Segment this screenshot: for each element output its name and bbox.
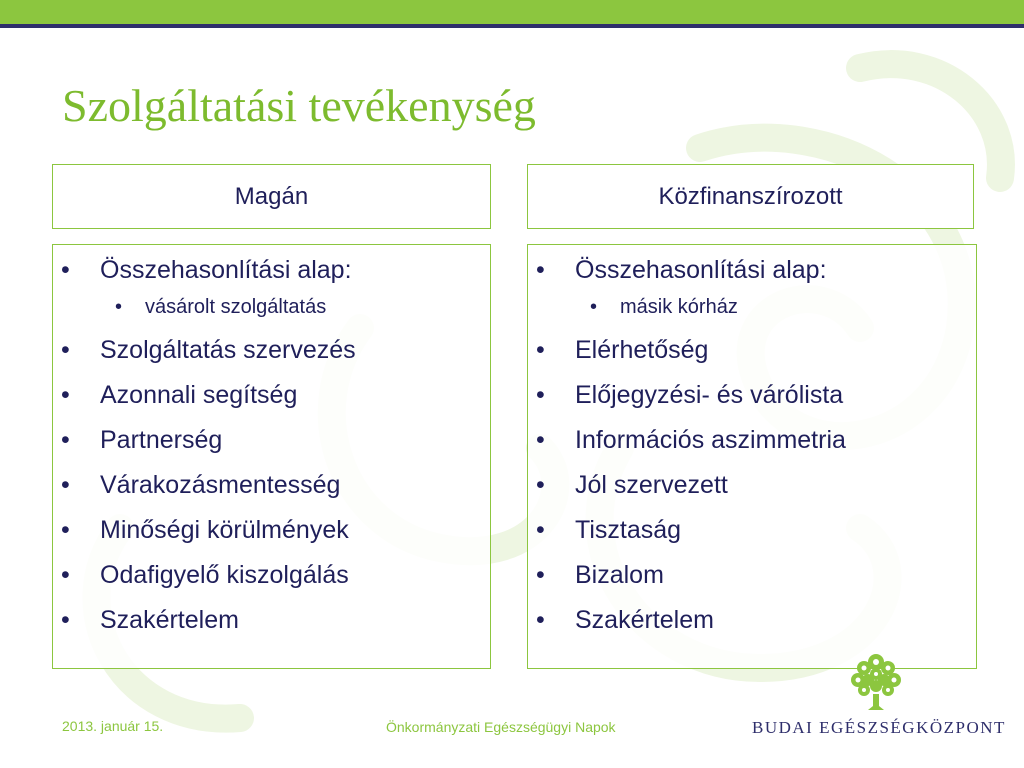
list-item-text: Bizalom xyxy=(575,561,664,589)
list-item xyxy=(528,515,976,560)
list-item-text: Szakértelem xyxy=(575,606,714,634)
slide-title: Szolgáltatási tevékenység xyxy=(62,80,536,131)
list-item xyxy=(528,335,976,380)
tree-logo-icon xyxy=(846,650,906,712)
list-item xyxy=(528,425,976,470)
bullet-icon: • xyxy=(61,516,70,544)
list-item xyxy=(528,560,976,605)
list-item xyxy=(53,425,490,470)
bullet-icon: • xyxy=(536,426,545,454)
bullet-icon: • xyxy=(536,381,545,409)
bullet-icon: • xyxy=(536,336,545,364)
bullet-list-public xyxy=(528,255,976,650)
footer-date: 2013. január 15. xyxy=(62,718,164,734)
bullet-icon: • xyxy=(61,471,70,499)
list-subitem xyxy=(528,290,976,335)
list-item-text: Partnerség xyxy=(100,426,223,454)
list-item xyxy=(528,605,976,650)
list-item-text: Összehasonlítási alap: xyxy=(100,256,352,284)
list-item-text: Jól szervezett xyxy=(575,471,728,499)
bullet-icon: • xyxy=(536,561,545,589)
bullet-icon: • xyxy=(536,606,545,634)
footer-event-name: Önkormányzati Egészségügyi Napok xyxy=(386,719,616,735)
list-item-text: Elérhetőség xyxy=(575,336,709,364)
list-item xyxy=(53,335,490,380)
bullet-icon: • xyxy=(590,296,598,318)
bullet-icon: • xyxy=(536,516,545,544)
list-item xyxy=(528,380,976,425)
top-divider-line xyxy=(0,24,1024,28)
bullet-list-private xyxy=(53,255,490,650)
list-item xyxy=(53,470,490,515)
bullet-icon: • xyxy=(536,471,545,499)
bullet-icon: • xyxy=(61,426,70,454)
bullet-icon: • xyxy=(61,606,70,634)
list-item-text: Összehasonlítási alap: xyxy=(575,256,827,284)
logo-wordmark: BUDAI EGÉSZSÉGKÖZPONT xyxy=(752,718,1006,737)
list-item-text: másik kórház xyxy=(620,296,738,318)
list-item xyxy=(53,255,490,290)
column-body-private xyxy=(52,244,491,669)
list-item-text: Minőségi körülmények xyxy=(100,516,349,544)
list-item xyxy=(528,255,976,290)
bullet-icon: • xyxy=(115,296,123,318)
list-item-text: Szolgáltatás szervezés xyxy=(100,336,356,364)
list-item xyxy=(528,470,976,515)
list-item xyxy=(53,515,490,560)
list-item-text: Információs aszimmetria xyxy=(575,426,846,454)
list-item-text: Várakozásmentesség xyxy=(100,471,341,499)
list-item-text: Odafigyelő kiszolgálás xyxy=(100,561,349,589)
column-body-public xyxy=(527,244,977,669)
list-item-text: Előjegyzési- és várólista xyxy=(575,381,844,409)
list-item-text: Azonnali segítség xyxy=(100,381,298,409)
list-item-text: Tisztaság xyxy=(575,516,682,544)
list-item-text: Szakértelem xyxy=(100,606,239,634)
column-header-private: Magán xyxy=(52,164,491,229)
list-item xyxy=(53,560,490,605)
bullet-icon: • xyxy=(61,256,70,284)
bullet-icon: • xyxy=(61,381,70,409)
list-item xyxy=(53,380,490,425)
column-header-public: Közfinanszírozott xyxy=(527,164,974,229)
bullet-icon: • xyxy=(536,256,545,284)
top-accent-bar xyxy=(0,0,1024,24)
bullet-icon: • xyxy=(61,336,70,364)
list-item xyxy=(53,605,490,650)
bullet-icon: • xyxy=(61,561,70,589)
list-subitem xyxy=(53,290,490,335)
list-item-text: vásárolt szolgáltatás xyxy=(145,296,327,318)
